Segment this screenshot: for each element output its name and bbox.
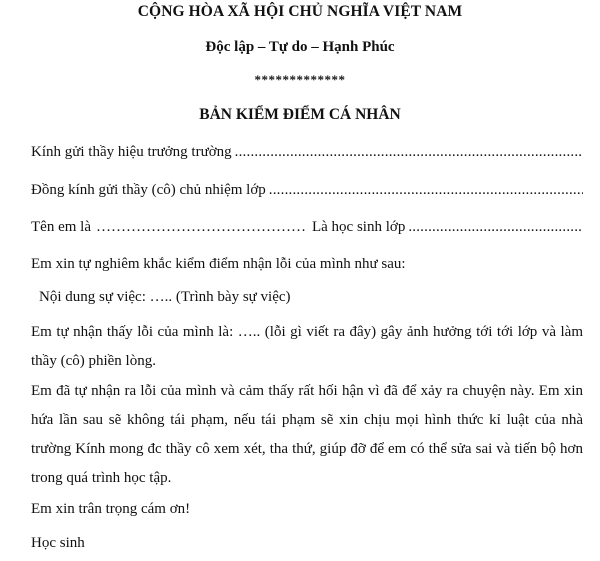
signature-label: Học sinh bbox=[31, 535, 85, 551]
recipient-line-1 bbox=[31, 144, 583, 161]
recipient-1-fill-dots bbox=[235, 144, 583, 161]
intro-line: Em xin tự nghiêm khắc kiểm điểm nhận lỗi của mình như sau: bbox=[31, 256, 406, 272]
national-title: CỘNG HÒA XÃ HỘI CHỦ NGHĨA VIỆT NAM bbox=[137, 3, 463, 20]
admission-paragraph: Em tự nhận thấy lỗi của mình là: ….. (lỗi gì viết ra đây) gây ảnh hưởng tới tới lớp và làm thầy (cô) phiền lòng. bbox=[31, 324, 583, 369]
student-name-prefix: Tên em là bbox=[31, 219, 91, 235]
recipient-1-label: Kính gửi thầy hiệu trưởng trường bbox=[31, 144, 232, 160]
student-class-fill-dots bbox=[408, 219, 583, 236]
incident-content-line: Nội dung sự việc: ….. (Trình bày sự việc) bbox=[39, 289, 291, 305]
motto: Độc lập – Tự do – Hạnh Phúc bbox=[205, 39, 395, 55]
recipient-2-fill-dots bbox=[269, 182, 583, 199]
stars-divider: ************* bbox=[254, 72, 346, 87]
recipient-line-2 bbox=[31, 182, 583, 199]
document-title: BẢN KIỂM ĐIỂM CÁ NHÂN bbox=[199, 106, 401, 123]
commitment-paragraph: Em đã tự nhận ra lỗi của mình và cảm thấy rất hối hận vì đã để xảy ra chuyện này. Em xin hứa lần sau sẽ không tái phạm, nếu tái phạm sẽ xin chịu mọi hình thức kỉ luật của nhà trường Kính mong đc thầy cô xem xét, tha thứ, giúp đỡ để em có thể sửa sai và tiến bộ hơn trong quá trình học tập. bbox=[31, 383, 583, 486]
recipient-2-label: Đồng kính gửi thầy (cô) chủ nhiệm lớp bbox=[31, 182, 266, 198]
student-name-dots: …………………………………… bbox=[95, 219, 306, 235]
thanks-line: Em xin trân trọng cám ơn! bbox=[31, 501, 191, 517]
student-class-label: Là học sinh lớp bbox=[311, 219, 406, 235]
student-info-line bbox=[31, 219, 583, 236]
